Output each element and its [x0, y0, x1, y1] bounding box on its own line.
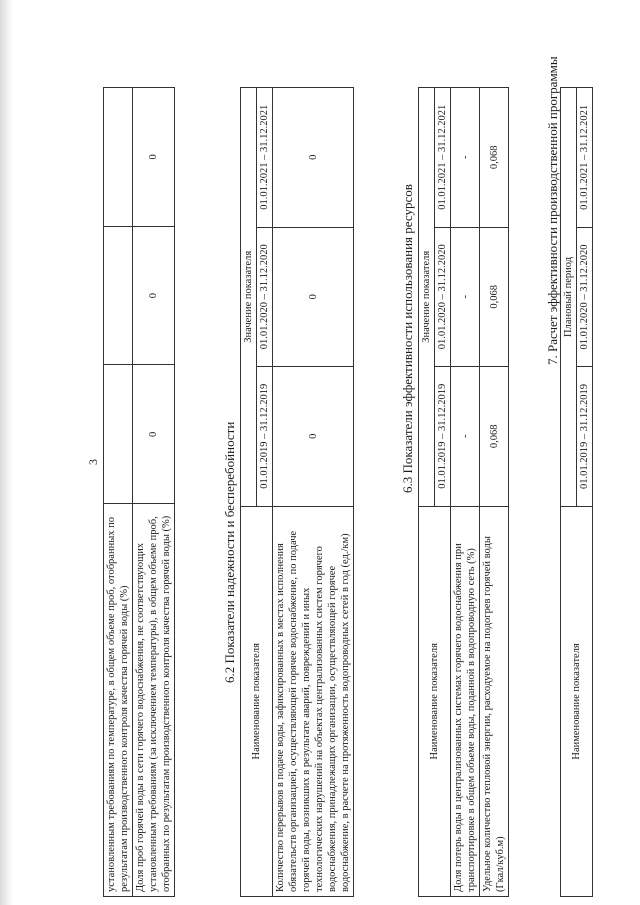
- section-title: 6.3 Показатели эффективности использования ресурсов: [400, 184, 415, 493]
- column-header-name: Наименование показателя: [241, 506, 273, 896]
- table-row: [273, 88, 354, 897]
- column-header-period: 01.01.2019 – 31.12.2019: [435, 367, 451, 507]
- section-title: 6.2 Показатели надежности и бесперебойности: [222, 421, 237, 683]
- row-value: 0,068: [480, 88, 509, 228]
- row-value: [104, 365, 133, 504]
- row-value: 0,068: [480, 227, 509, 367]
- table-header-row: [241, 88, 257, 897]
- row-name: установленным требованиям по температуре, в общем объеме проб, отобранных по результатам производственного контроля качества горячей воды (%): [104, 504, 133, 897]
- section-title: 7. Расчет эффективности производственной программы: [545, 56, 560, 365]
- row-value: -: [451, 88, 480, 228]
- column-header-period: 01.01.2020 – 31.12.2020: [257, 227, 273, 367]
- row-value: [104, 88, 133, 227]
- row-value: 0,068: [480, 367, 509, 507]
- table-row: [104, 88, 133, 897]
- column-header-name: Наименование показателя: [561, 506, 593, 896]
- row-name: Доля проб горячей воды в сети горячего водоснабжения, не соответствующих установленным требованиям (за исключением температуры), в общем объеме проб, отобранных по результатам производственного контроля качества горячей воды (%): [133, 504, 175, 897]
- column-header-period: 01.01.2021 – 31.12.2021: [577, 88, 593, 228]
- column-header-group: Значение показателя: [419, 88, 435, 507]
- row-name: Доля потерь воды в централизованных системах горячего водоснабжения при транспортировке в общем объеме воды, поданной в водопроводную сеть (%): [451, 506, 480, 896]
- column-header-name: Наименование показателя: [419, 506, 451, 896]
- efficiency-table: [418, 87, 509, 897]
- column-header-period: 01.01.2020 – 31.12.2020: [577, 227, 593, 367]
- row-value: 0: [273, 88, 354, 228]
- row-value: 0: [273, 367, 354, 507]
- row-value: -: [451, 367, 480, 507]
- column-header-period: 01.01.2019 – 31.12.2019: [577, 367, 593, 507]
- column-header-group: Значение показателя: [241, 88, 257, 507]
- row-value: 0: [273, 227, 354, 367]
- row-value: -: [451, 227, 480, 367]
- quality-table: [103, 87, 175, 897]
- row-value: 0: [133, 226, 175, 365]
- table-row: [451, 88, 480, 897]
- column-header-period: 01.01.2020 – 31.12.2020: [435, 227, 451, 367]
- column-header-period: 01.01.2021 – 31.12.2021: [435, 88, 451, 228]
- reliability-table: [240, 87, 354, 897]
- row-name: Удельное количество тепловой энергии, расходуемое на подогрев горячей воды (Гкал/куб.м): [480, 506, 509, 896]
- table-header-row: [419, 88, 435, 897]
- row-value: [104, 226, 133, 365]
- column-header-group: Плановый период: [561, 88, 577, 507]
- page-number: 3: [86, 459, 100, 465]
- program-efficiency-table: [560, 87, 593, 897]
- table-header-row: [561, 88, 577, 897]
- column-header-period: 01.01.2021 – 31.12.2021: [257, 88, 273, 228]
- row-name: Количество перерывов в подаче воды, зафиксированных в местах исполнения обязательств организацией, осуществляющей горячее водоснабжение, по подаче горячей воды, возникших в результате аварий, повреждений и иных технологических нарушений на объектах централизованных систем горячего водоснабжения, принадлежащих организации, осуществляющей горячее водоснабжение, в расчете на протяженность водопроводных сетей в год (ед./км): [273, 506, 354, 896]
- table-row: [480, 88, 509, 897]
- column-header-period: 01.01.2019 – 31.12.2019: [257, 367, 273, 507]
- table-row: [133, 88, 175, 897]
- row-value: 0: [133, 365, 175, 504]
- row-value: 0: [133, 88, 175, 227]
